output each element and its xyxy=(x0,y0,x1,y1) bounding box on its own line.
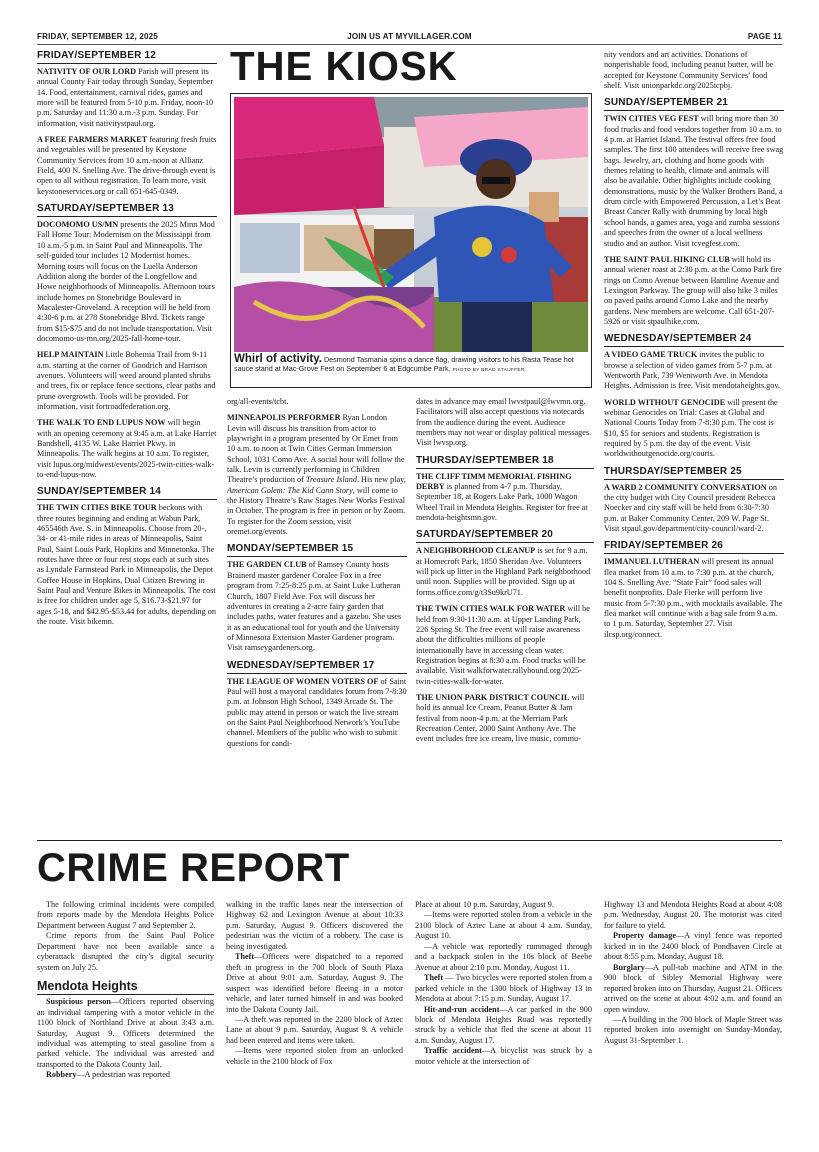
event-listing: THE GARDEN CLUB of Ramsey County hosts Brainerd master gardener Coralee Fox in a free program from 7:25-8:25 p.m. at Saint Luke Lutheran Church, 1807 Field Ave. Fox will discuss her adventures in creating a 2-acre fairy garden that includes paths, water features and a gazebo. She uses it as an educational tool for youth and the University of Minnesota Extension Master Gardener program. Visit ramseygardeners.org. xyxy=(227,560,402,653)
event-listing: IMMANUEL LUTHERAN will present its annual flea market from 10 a.m. to 7:30 p.m. at the church, 104 S. Snelling Ave. “State Fair” food sales will benefit nonprofits. Dale Fierke will perform live music from 5-7:30 p.m., with mocktails available. The flea market will continue with a bag sale from 9 a.m. to 1 p.m. Saturday, September 27. Visit ilcsp.org/connect. xyxy=(604,557,783,639)
crime-item: Theft—Officers were dispatched to a reported theft in progress in the 700 block of South Plaza Drive at about 9:01 a.m. Saturday, August 9. The suspect was identified before fleeing in a motor vehicle, and later turned himself in and was booked into the Dakota County Jail. xyxy=(226,952,403,1014)
event-listing: THE CLIFF TIMM MEMORIAL FISHING DERBY is planned from 4-7 p.m. Thursday, September 18, at Rogers Lake Park, 1000 Wagon Wheel Trail in Mendota Heights. Register for free at mendota-heightsmn.gov. xyxy=(416,471,588,523)
day-heading: SATURDAY/SEPTEMBER 20 xyxy=(416,529,594,543)
day-heading: THURSDAY/SEPTEMBER 25 xyxy=(604,466,784,480)
day-heading: THURSDAY/SEPTEMBER 18 xyxy=(416,455,594,469)
event-listing: A VIDEO GAME TRUCK invites the public to browse a selection of video games from 5-7 p.m. at Wentworth Park, 739 Wentworth Ave. in Mendota Heights. Admission is free. Visit mendotaheights.gov. xyxy=(604,350,780,391)
photo-box xyxy=(230,93,592,388)
crime-continued: walking in the traffic lanes near the intersection of Highway 62 and Lexington Avenue at about 10:33 p.m. Saturday, August 9. Officers discovered the pedestrian was the victim of a robbery. The case is being investigated. xyxy=(226,900,403,951)
event-continued: dates in advance may email lwvstpaul@lwvmn.org. Facilitators will also accept questions via notecards from the audience during the event. Audience members may not wear or display political messages. Visit lwvsp.org. xyxy=(416,397,592,448)
crime-item: Burglary—A pull-tab machine and ATM in the 900 block of Sibley Memorial Highway were reported broken into on Thursday, August 21. Officers arrived on the scene at about 4:02 a.m. and found an open window. xyxy=(604,962,782,1014)
event-continued: org/all-events/tcbt. xyxy=(227,397,289,406)
event-listing: THE SAINT PAUL HIKING CLUB will hold its annual wiener roast at 2:30 p.m. at the Como Park fire rings on Como Avenue between Hamline Avenue and Lexington Parkway. The group will also hike 3 miles on paved paths around Como Lake and the nearby gardens. New members are welcome. Call 651-207-5926 or visit stpaulhike.com. xyxy=(604,254,782,326)
crime-item: Traffic accident—A bicyclist was struck by a motor vehicle at the intersection of xyxy=(415,1046,592,1066)
crime-column-2 xyxy=(226,900,403,1140)
crime-intro: The following criminal incidents were compiled from reports made by the Mendota Heights Police Department between August 7 and September 2. xyxy=(37,900,214,930)
crime-column-4 xyxy=(604,900,782,1140)
crime-item: Hit-and-run accident—A car parked in the 900 block of Mendota Heights Road was reportedly struck by a vehicle that fled the scene at about 11 a.m. Sunday, August 17. xyxy=(415,1004,592,1045)
crime-item: Theft — Two bicycles were reported stolen from a parked vehicle in the 1300 block of Highway 13 in Mendota at about 7:15 p.m. Sunday, August 17. xyxy=(415,973,592,1004)
section-heading-mendota-heights: Mendota Heights xyxy=(37,979,214,995)
header-page-number: PAGE 11 xyxy=(747,32,782,41)
caption-text: Desmond Tasmania spins a dance flag, drawing visitors to his Rasta Tease hot sauce stand at Mac-Grove Fest on September 6 at Edgcumbe Park. xyxy=(234,355,574,373)
kiosk-column-2 xyxy=(227,397,407,837)
section-divider xyxy=(37,840,782,841)
kiosk-column-4 xyxy=(604,50,784,837)
crime-continued: Place at about 10 p.m. Saturday, August 9. xyxy=(415,900,554,909)
crime-intro: Crime reports from the Saint Paul Police Department have not been available since a cyberattack disrupted the city’s digital security system on July 25. xyxy=(37,931,214,972)
event-listing: A FREE FARMERS MARKET featuring fresh fruits and vegetables will be presented by Keystone Community Services from 10 a.m.-noon at Allianz Field, 400 N. Snelling Ave. The drive-through event is open to all without registration. To learn more, visit keystoneservices.org or call 651-645-0349. xyxy=(37,135,217,196)
kiosk-column-3 xyxy=(416,397,594,837)
event-listing: NATIVITY OF OUR LORD Parish will present its annual County Fair today through Sunday, September 14. Food, entertainment, carnival rides, games and more will be featured from 5-10 p.m. Friday, noon-10 p.m. Saturday and 11:30 a.m.-3 p.m. Sunday. For information, visit nativitystpaul.org. xyxy=(37,67,214,128)
event-listing: A WARD 2 COMMUNITY CONVERSATION on the city budget with City Council president Rebecca Noecker and city staff will be held from 6:30-7:30 p.m. at Baker Community Center, 209 W. Page St. Visit stpaul.gov/department/city-council/ward-2. xyxy=(604,482,777,534)
event-listing: THE UNION PARK DISTRICT COUNCIL will hold its annual Ice Cream, Peanut Butter & Jam festival from noon-4 p.m. at the Merriam Park Recreation Center, 2000 Saint Anthony Ave. The event includes free ice cream, live music, commu- xyxy=(416,692,585,744)
event-continued: nity vendors and art activities. Donations of nonperishable food, including peanut butter, will be accepted for Keystone Community Services’ food shelf. Visit unionparkdc.org/2025icpbj. xyxy=(604,50,774,91)
header-date: FRIDAY, SEPTEMBER 12, 2025 xyxy=(37,32,158,41)
crime-report-title: CRIME REPORT xyxy=(37,846,350,890)
crime-column-1 xyxy=(37,900,214,1140)
crime-item: —A vehicle was reportedly rummaged through and a backpack stolen in the 10s block of Beebe Avenue at about 2:10 p.m. Monday, August 11. xyxy=(415,941,592,972)
kiosk-title: THE KIOSK xyxy=(230,43,458,89)
day-heading: SUNDAY/SEPTEMBER 21 xyxy=(604,97,784,111)
event-listing: HELP MAINTAIN Little Bohemia Trail from 9-11 a.m. starting at the corner of Goodrich and Harrison avenues. Volunteers will weed around planted shrubs and trees, fix or replace fence sections, clear paths and prune overgrowth. Tools will be provided. For information, visit fortroadfederation.org. xyxy=(37,350,216,411)
caption-headline: Whirl of activity. xyxy=(234,353,322,365)
event-listing: THE TWIN CITIES BIKE TOUR beckons with three routes beginning and ending at Wabun Park, 465546th Ave. S. in Minneapolis. Choose from 20-, 34- or 41-mile rides in areas of Minneapolis, Saint Paul, Saint Louis Park, Hopkins and Minnetonka. The routes have three or four rest stops each at such sites as Lyndale Farmstead Park in Minneapolis, the Depot Coffee House in Hopkins, Dual Citizen Brewing in Saint Paul and Venture Bikes in Minneapolis. The cost is free for children under age 5, $16.73-$21.97 for ages 5-18, and $42.95-$53.44 for adults, depending on the route. Visit bikemn. xyxy=(37,503,216,627)
day-heading: FRIDAY/SEPTEMBER 26 xyxy=(604,540,784,554)
event-listing: WORLD WITHOUT GENOCIDE will present the webinar Genocides on Trial: Cases at Global and National Courts Today from 7-8:30 p.m. The cost is $10, $5 for seniors and students. Registration is required by 5 p.m. the day of the event. Visit worldwithoutgenocide.org/courts. xyxy=(604,397,778,459)
header-website[interactable]: JOIN US AT MYVILLAGER.COM xyxy=(347,32,472,41)
crime-item: Property damage—A vinyl fence was reported kicked in in the 2400 block of Pondhaven Circle at about 8:55 p.m. Monday, August 18. xyxy=(604,931,782,962)
day-heading: FRIDAY/SEPTEMBER 12 xyxy=(37,50,217,64)
crime-item: Robbery—A pedestrian was reported xyxy=(46,1070,170,1080)
festival-photo xyxy=(234,97,588,352)
event-listing: A NEIGHBORHOOD CLEANUP is set for 9 a.m. at Homecroft Park, 1850 Sheridan Ave. Volunteers will pick up litter in the Highland Park neighborhood until noon. Supplies will be provided. Sign up at forms.office.com/g/t3Su9krU71. xyxy=(416,546,591,597)
event-listing: TWIN CITIES VEG FEST will bring more than 30 food trucks and food vendors together from 10 a.m. to 4 p.m. at Harriet Island. The festival offers free food samples. The first 100 attendees will receive free swag bags. Jewelry, art, clothing and home goods with themes relating to health, climate and animals will also be available. Other highlights include cooking demonstrations, music by the Walker Brothers Band, a drum circle with Empowered Percussion, a Let’s Beat Breast Cancer Rally with drumming by local high school bands, a games area, yoga and zumba sessions and speeches from the owner of a local wellness studio and an author. Visit tcvegfest.com. xyxy=(604,114,784,248)
crime-column-3 xyxy=(415,900,592,1140)
event-listing: THE TWIN CITIES WALK FOR WATER will be held from 9:30-11:30 a.m. at Upper Landing Park, 226 Spring St. The free event will raise awareness about the difficulties millions of people internationally have in accessing clean water. Registration begins at 8:30 a.m. Food trucks will be available. Visit walkforwater.rallybound.org/2025-twin-cities-walk-for-water. xyxy=(416,604,590,686)
day-heading: SATURDAY/SEPTEMBER 13 xyxy=(37,203,217,217)
day-heading: WEDNESDAY/SEPTEMBER 17 xyxy=(227,660,407,674)
day-heading: WEDNESDAY/SEPTEMBER 24 xyxy=(604,333,784,347)
crime-continued: Highway 13 and Mendota Heights Road at about 4:08 p.m. Wednesday, August 20. The motorist was cited for failure to yield. xyxy=(604,900,782,930)
photo-credit: PHOTO BY BRAD STAUFFER xyxy=(452,368,525,373)
event-listing: MINNEAPOLIS PERFORMER Ryan London Levin will discuss his transition from actor to playwright in a program presented by Or Emet from 10 a.m. to noon at Twin Cities German Immersion School, 1031 Como Ave. A social hour will follow the talk. Levin is currently performing in Children Theatre’s production of Treasure Island. His new play, American Golem: The Kid Cann Story, will come to the History Theatre’s Raw Stages New Works Festival in October. The program is free in person or by Zoom. To register for the Zoom session, visit oremet.org/events. xyxy=(227,413,406,537)
day-heading: SUNDAY/SEPTEMBER 14 xyxy=(37,486,217,500)
photo-caption xyxy=(234,355,588,375)
event-listing: THE WALK TO END LUPUS NOW will begin with an opening ceremony at 9:45 a.m. at Lake Harriet Bandshell, 4135 W. Lake Harriet Pkwy. in Minneapolis. The walk begins at 10 a.m. To register, visit lupus.org/midwest/events/2025-twin-cities-walk-to-end-lupus-now. xyxy=(37,418,217,480)
event-listing: THE LEAGUE OF WOMEN VOTERS OF of Saint Paul will host a mayoral candidates forum from 7-8:30 p.m. at Johnson High School, 1349 Arcade St. The public may attend in person or watch the live stream on the Saint Paul Neighborhood Network’s YouTube channel. Members of the public who wish to submit questions for candi- xyxy=(227,676,407,748)
crime-item: —Items were reported stolen from an unlocked vehicle in the 2100 block of Fox xyxy=(226,1046,403,1066)
crime-item: —A building in the 700 block of Maple Street was reported broken into overnight on Sunday-Monday, August 31-September 1. xyxy=(604,1014,782,1045)
day-heading: MONDAY/SEPTEMBER 15 xyxy=(227,543,407,557)
crime-item: Suspicious person—Officers reported observing an individual tampering with a motor vehicle in the 1100 block of Northland Drive at about 3:43 a.m. Saturday, August 9. Officers determined the individual was attempting to steal gasoline from a parked vehicle. The individual was arrested and transported to the Dakota County Jail. xyxy=(37,997,214,1069)
kiosk-column-1 xyxy=(37,50,217,837)
event-listing: DOCOMOMO US/MN presents the 2025 Minn Mod Fall Home Tour: Modernism on the Mississippi from 10 a.m.-5 p.m. in Saint Paul and Minneapolis. The self-guided tour includes 12 Modernist homes. Morning tours will focus on the Luella Anderson Addition along the border of the Longfellow and Howe neighborhoods of Minneapolis. Afternoon tours include homes on Stonebridge Boulevard in Macalester-Groveland. A reception will be held from 4:30-6 p.m. at 278 Stonebridge Blvd. Tickets range from $15-$75 and do not include transportation. Visit docomomo-us-mn.org/2025-fall-home-tour. xyxy=(37,220,215,343)
festival-photo-illustration xyxy=(234,97,588,352)
crime-item: —A theft was reported in the 2200 block of Aztec Lane at about 9 p.m. Saturday, August 9. A vehicle had been entered and items were taken. xyxy=(226,1014,403,1045)
crime-item: —Items were reported stolen from a vehicle in the 2100 block of Aztec Lane at about 4 a.m. Sunday, August 10. xyxy=(415,910,592,941)
